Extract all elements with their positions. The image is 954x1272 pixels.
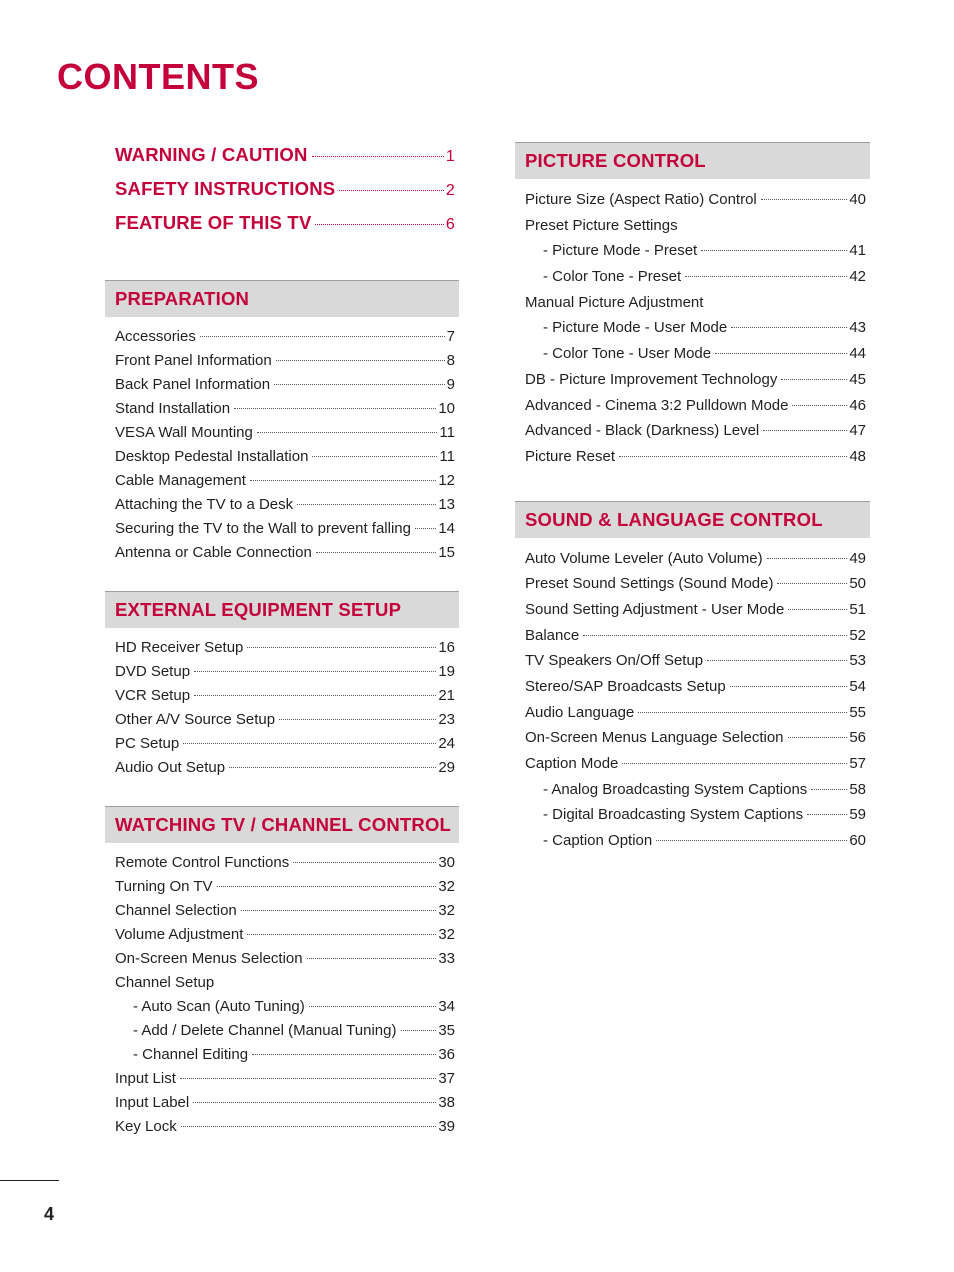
toc-entry[interactable] (115, 971, 455, 995)
toc-entry-page: 56 (849, 729, 866, 747)
toc-entry[interactable] (525, 238, 866, 264)
toc-entry[interactable] (115, 851, 455, 875)
toc-entry[interactable] (115, 349, 455, 373)
toc-entry-page: 32 (438, 878, 455, 895)
leader-dots (200, 336, 445, 337)
toc-entry-label: - Channel Editing (133, 1046, 249, 1063)
toc-entry[interactable] (115, 660, 455, 684)
toc-entry-page: 10 (438, 400, 455, 417)
toc-entry-label: Stereo/SAP Broadcasts Setup (525, 678, 726, 695)
section-watching-tv (105, 806, 459, 1139)
toc-entry-page: 58 (849, 780, 866, 798)
toc-entry-label: Key Lock (115, 1118, 177, 1135)
toc-entry[interactable] (115, 1091, 455, 1115)
toc-entry[interactable] (115, 636, 455, 660)
toc-entry-label: Back Panel Information (115, 376, 271, 393)
toc-entry-label: Preset Sound Settings (Sound Mode) (525, 575, 774, 593)
toc-entry-label: Remote Control Functions (115, 854, 290, 871)
leader-dots (247, 934, 436, 935)
toc-entry-page: 43 (849, 319, 866, 337)
leader-dots (781, 379, 847, 380)
toc-entry[interactable] (115, 397, 455, 421)
toc-entry[interactable] (525, 597, 866, 623)
toc-entry-page: 51 (849, 600, 866, 618)
section-title: SOUND & LANGUAGE CONTROL (525, 508, 823, 530)
leader-dots (777, 583, 847, 584)
toc-entry-page: 44 (849, 345, 866, 363)
leader-dots (316, 552, 437, 553)
toc-entry-page: 50 (849, 575, 866, 593)
leader-dots (811, 789, 847, 790)
leader-dots (767, 558, 848, 559)
leader-dots (217, 886, 437, 887)
toc-entry[interactable] (115, 1043, 455, 1067)
toc-entry-page: 11 (439, 448, 455, 465)
toc-entry-label: Securing the TV to the Wall to prevent falling (115, 520, 411, 537)
toc-entry-page: 39 (438, 1118, 455, 1135)
toc-list (515, 538, 870, 854)
toc-entry-label: PC Setup (115, 735, 180, 752)
toc-entry-page: 9 (446, 376, 455, 393)
toc-entry[interactable] (115, 1067, 455, 1091)
toc-entry-label: Front Panel Information (115, 352, 272, 369)
section-title: PREPARATION (115, 288, 250, 309)
toc-entry[interactable] (115, 995, 455, 1019)
toc-entry-page: 13 (438, 496, 455, 513)
footer-rule (0, 1180, 59, 1181)
toc-entry[interactable] (525, 700, 866, 726)
left-column (105, 144, 459, 1139)
toc-entry-label: - Analog Broadcasting System Captions (543, 780, 808, 798)
toc-entry-label: Auto Volume Leveler (Auto Volume) (525, 549, 763, 567)
toc-entry-page: 59 (849, 806, 866, 824)
leader-dots (401, 1030, 437, 1031)
toc-entry[interactable] (115, 684, 455, 708)
toc-entry[interactable] (525, 418, 866, 444)
toc-entry-label: On-Screen Menus Selection (115, 950, 303, 967)
toc-entry[interactable] (115, 947, 455, 971)
toc-entry-label: VESA Wall Mounting (115, 424, 253, 441)
leader-dots (715, 353, 847, 354)
toc-entry-label: Desktop Pedestal Installation (115, 448, 309, 465)
toc-entry-label: Picture Size (Aspect Ratio) Control (525, 191, 757, 208)
toc-entry-label: Picture Reset (525, 447, 616, 465)
toc-entry[interactable] (115, 421, 455, 445)
toc-entry-page: 33 (438, 950, 455, 967)
leader-dots (807, 814, 847, 815)
toc-entry[interactable] (525, 571, 866, 597)
toc-entry-label: Advanced - Black (Darkness) Level (525, 422, 760, 440)
toc-entry[interactable] (525, 648, 866, 674)
leader-dots (257, 432, 438, 433)
toc-entry-label: TV Speakers On/Off Setup (525, 652, 704, 670)
page-title: CONTENTS (57, 56, 259, 97)
leader-dots (194, 671, 436, 672)
toc-entry-page: 14 (438, 520, 455, 537)
toc-entry[interactable] (115, 469, 455, 493)
leader-dots (229, 767, 436, 768)
leader-dots (730, 686, 848, 687)
toc-list (105, 317, 459, 565)
section-header[interactable] (515, 142, 870, 179)
toc-entry-page: 29 (438, 759, 455, 776)
toc-link-label: WARNING / CAUTION (115, 144, 308, 165)
leader-dots (339, 190, 444, 191)
toc-entry[interactable] (115, 899, 455, 923)
leader-dots (761, 199, 848, 200)
toc-entry-label: Balance (525, 626, 580, 644)
toc-entry-label: Input List (115, 1070, 176, 1087)
toc-link-feature[interactable] (115, 212, 455, 246)
toc-entry-page: 49 (849, 549, 866, 567)
toc-entry-label: HD Receiver Setup (115, 639, 244, 656)
toc-entry[interactable] (115, 325, 455, 349)
toc-entry-page: 15 (438, 544, 455, 561)
toc-entry-page: 30 (438, 854, 455, 871)
toc-entry-page: 38 (438, 1094, 455, 1111)
toc-entry-label: - Digital Broadcasting System Captions (543, 806, 804, 824)
leader-dots (638, 712, 847, 713)
toc-entry-page: 45 (849, 370, 866, 388)
leader-dots (312, 156, 444, 157)
leader-dots (622, 763, 847, 764)
toc-entry-page: 7 (446, 328, 455, 345)
toc-entry-label: Stand Installation (115, 400, 231, 417)
toc-entry[interactable] (115, 1115, 455, 1139)
toc-entry[interactable] (115, 445, 455, 469)
toc-entry[interactable] (115, 708, 455, 732)
right-column (515, 142, 870, 854)
toc-entry[interactable] (525, 315, 866, 341)
section-picture-control (515, 142, 870, 470)
toc-entry-label: DVD Setup (115, 663, 191, 680)
toc-link-label: SAFETY INSTRUCTIONS (115, 178, 336, 199)
toc-entry-page: 16 (438, 639, 455, 656)
toc-list (105, 628, 459, 780)
toc-entry-label: Caption Mode (525, 755, 619, 773)
toc-entry-page: 48 (849, 447, 866, 465)
toc-entry-label: Advanced - Cinema 3:2 Pulldown Mode (525, 396, 789, 414)
toc-entry[interactable] (525, 546, 866, 572)
toc-entry[interactable] (525, 187, 866, 213)
section-header[interactable] (105, 280, 459, 317)
leader-dots (293, 862, 436, 863)
toc-entry-page: 24 (438, 735, 455, 752)
toc-entry[interactable] (115, 732, 455, 756)
leader-dots (297, 504, 436, 505)
toc-entry-label: Manual Picture Adjustment (525, 293, 704, 311)
toc-entry-label: - Add / Delete Channel (Manual Tuning) (133, 1022, 397, 1039)
toc-entry-page: 32 (438, 926, 455, 943)
toc-entry-page: 36 (438, 1046, 455, 1063)
top-links (105, 144, 459, 246)
leader-dots (415, 528, 436, 529)
toc-entry-page: 46 (849, 396, 866, 414)
section-preparation (105, 280, 459, 565)
toc-entry-label: - Color Tone - Preset (543, 268, 682, 286)
toc-entry-label: - Picture Mode - Preset (543, 242, 698, 260)
leader-dots (241, 910, 437, 911)
toc-entry-label: Preset Picture Settings (525, 216, 678, 234)
toc-entry[interactable] (525, 290, 866, 316)
leader-dots (792, 405, 847, 406)
leader-dots (234, 408, 436, 409)
section-external-equipment (105, 591, 459, 780)
toc-entry[interactable] (115, 541, 455, 565)
toc-entry-label: Attaching the TV to a Desk (115, 496, 294, 513)
toc-entry-label: Sound Setting Adjustment - User Mode (525, 600, 785, 618)
leader-dots (276, 360, 445, 361)
toc-link-page: 1 (445, 148, 455, 165)
toc-link-page: 2 (445, 182, 455, 199)
leader-dots (731, 327, 847, 328)
toc-entry-page: 53 (849, 652, 866, 670)
toc-entry[interactable] (525, 367, 866, 393)
toc-link-page: 6 (445, 216, 455, 233)
toc-entry[interactable] (525, 777, 866, 803)
toc-link-safety[interactable] (115, 178, 455, 212)
section-header[interactable] (515, 501, 870, 538)
leader-dots (312, 456, 437, 457)
toc-entry[interactable] (525, 213, 866, 239)
toc-entry-label: Turning On TV (115, 878, 213, 895)
toc-entry-page: 19 (438, 663, 455, 680)
toc-entry-page: 8 (446, 352, 455, 369)
toc-entry-label: Cable Management (115, 472, 246, 489)
toc-entry[interactable] (525, 828, 866, 854)
toc-entry[interactable] (525, 444, 866, 470)
page-number: 4 (44, 1204, 55, 1224)
toc-entry-label: - Color Tone - User Mode (543, 345, 712, 363)
leader-dots (685, 276, 847, 277)
toc-entry-page: 32 (438, 902, 455, 919)
leader-dots (193, 1102, 436, 1103)
toc-entry-page: 23 (438, 711, 455, 728)
leader-dots (315, 224, 443, 225)
section-header[interactable] (105, 806, 459, 843)
toc-entry[interactable] (115, 1019, 455, 1043)
toc-entry[interactable] (115, 923, 455, 947)
leader-dots (252, 1054, 436, 1055)
toc-entry[interactable] (525, 725, 866, 751)
leader-dots (250, 480, 436, 481)
toc-link-warning[interactable] (115, 144, 455, 178)
toc-entry-label: Audio Language (525, 703, 635, 721)
toc-entry-label: - Auto Scan (Auto Tuning) (133, 998, 305, 1015)
toc-entry-label: Channel Selection (115, 902, 237, 919)
section-title: EXTERNAL EQUIPMENT SETUP (115, 599, 402, 620)
section-title: WATCHING TV / CHANNEL CONTROL (115, 814, 452, 835)
toc-entry[interactable] (115, 756, 455, 780)
toc-entry-page: 21 (438, 687, 455, 704)
toc-entry-page: 35 (438, 1022, 455, 1039)
toc-entry-label: Volume Adjustment (115, 926, 244, 943)
section-header[interactable] (105, 591, 459, 628)
leader-dots (247, 647, 436, 648)
leader-dots (194, 695, 436, 696)
leader-dots (274, 384, 445, 385)
toc-entry[interactable] (115, 517, 455, 541)
toc-entry-label: Audio Out Setup (115, 759, 226, 776)
leader-dots (701, 250, 847, 251)
leader-dots (180, 1078, 436, 1079)
toc-entry-page: 12 (438, 472, 455, 489)
toc-entry-page: 41 (849, 242, 866, 260)
toc-entry-label: Antenna or Cable Connection (115, 544, 312, 561)
toc-entry-page: 40 (849, 191, 866, 208)
toc-entry-label: On-Screen Menus Language Selection (525, 729, 784, 747)
section-sound-language (515, 501, 870, 854)
toc-entry-page: 52 (849, 626, 866, 644)
toc-entry-page: 11 (439, 424, 455, 441)
toc-entry-label: - Picture Mode - User Mode (543, 319, 728, 337)
toc-entry[interactable] (525, 623, 866, 649)
toc-entry[interactable] (115, 493, 455, 517)
toc-entry-label: Input Label (115, 1094, 190, 1111)
toc-entry[interactable] (525, 674, 866, 700)
leader-dots (707, 660, 847, 661)
leader-dots (788, 609, 847, 610)
leader-dots (183, 743, 436, 744)
toc-entry-page: 34 (438, 998, 455, 1015)
toc-entry[interactable] (525, 802, 866, 828)
toc-entry-label: - Caption Option (543, 832, 653, 850)
toc-entry-page: 37 (438, 1070, 455, 1087)
leader-dots (279, 719, 436, 720)
leader-dots (619, 456, 847, 457)
leader-dots (763, 430, 847, 431)
section-title: PICTURE CONTROL (525, 150, 706, 171)
toc-list (105, 843, 459, 1139)
toc-entry[interactable] (525, 393, 866, 419)
toc-entry-label: Other A/V Source Setup (115, 711, 276, 728)
toc-entry-page: 47 (849, 422, 866, 440)
toc-entry-label: Accessories (115, 328, 196, 345)
toc-entry-page: 55 (849, 703, 866, 721)
toc-entry[interactable] (525, 264, 866, 290)
toc-entry-label: DB - Picture Improvement Technology (525, 370, 778, 388)
toc-list (515, 179, 870, 470)
toc-entry-page: 54 (849, 678, 866, 695)
leader-dots (309, 1006, 437, 1007)
leader-dots (307, 958, 437, 959)
leader-dots (583, 635, 847, 636)
toc-entry[interactable] (525, 751, 866, 777)
leader-dots (788, 737, 848, 738)
toc-entry-label: VCR Setup (115, 687, 191, 704)
toc-entry-page: 57 (849, 755, 866, 773)
toc-entry-page: 60 (849, 832, 866, 850)
toc-entry[interactable] (525, 341, 866, 367)
toc-entry-label: Channel Setup (115, 974, 215, 991)
toc-entry-page: 42 (849, 268, 866, 286)
toc-entry[interactable] (115, 875, 455, 899)
toc-link-label: FEATURE OF THIS TV (115, 212, 312, 233)
leader-dots (181, 1126, 437, 1127)
leader-dots (656, 840, 847, 841)
toc-entry[interactable] (115, 373, 455, 397)
